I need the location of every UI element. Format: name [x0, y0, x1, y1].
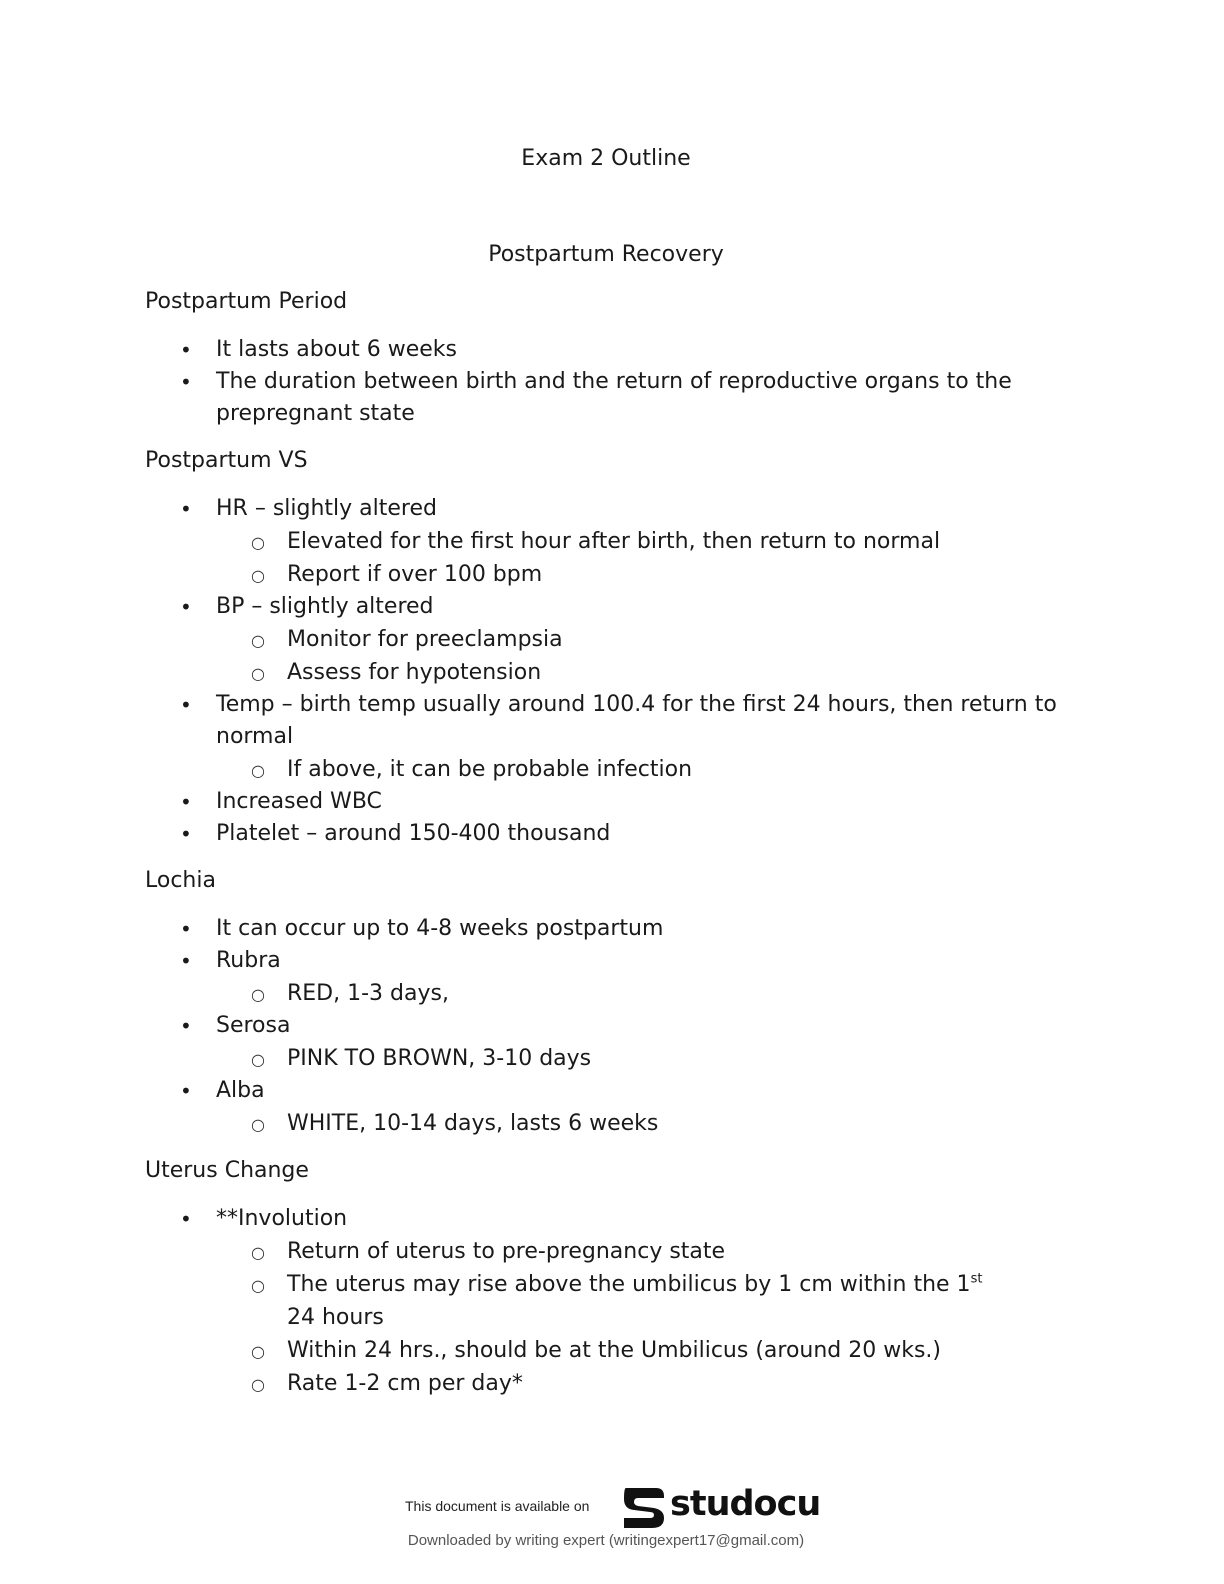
bullet-icon: • [180, 822, 192, 846]
sub-bullet-list [216, 977, 1065, 1010]
sub-bullet-text: PINK TO BROWN, 3-10 days [287, 1046, 592, 1071]
sub-bullet-list [216, 525, 1065, 591]
sub-bullet-text: If above, it can be probable infection [287, 757, 693, 782]
sub-bullet-text: Monitor for preeclampsia [287, 627, 563, 652]
bullet-item [145, 334, 1065, 366]
sub-bullet-list [216, 1042, 1065, 1075]
circle-bullet-icon: ○ [251, 1243, 265, 1262]
circle-bullet-icon: ○ [251, 761, 265, 780]
sub-bullet-text-continued: 24 hours [287, 1305, 384, 1330]
sub-bullet-text: Rate 1-2 cm per day* [287, 1371, 523, 1396]
bullet-text: Increased WBC [216, 789, 382, 814]
circle-bullet-icon: ○ [251, 566, 265, 585]
document-title: Exam 2 Outline [521, 146, 691, 171]
sub-bullet-item [145, 656, 1065, 689]
circle-bullet-icon: ○ [251, 533, 265, 552]
document-content [145, 286, 1065, 1415]
bullet-item [145, 493, 1065, 591]
bullet-icon: • [180, 790, 192, 814]
bullet-item [145, 913, 1065, 945]
circle-bullet-icon: ○ [251, 1115, 265, 1134]
sub-bullet-item [145, 558, 1065, 591]
bullet-icon: • [180, 1207, 192, 1231]
sub-bullet-text: Return of uterus to pre-pregnancy state [287, 1239, 726, 1264]
sub-bullet-list [216, 1107, 1065, 1140]
bullet-icon: • [180, 693, 192, 717]
studocu-brand[interactable]: studocu [670, 1484, 821, 1524]
bullet-text: HR – slightly altered [216, 496, 437, 521]
section-heading: Postpartum VS [145, 448, 308, 473]
bullet-item [145, 1075, 1065, 1140]
bullet-list [145, 1203, 1065, 1400]
bullet-item [145, 945, 1065, 1010]
sub-bullet-text: Report if over 100 bpm [287, 562, 543, 587]
bullet-text: Alba [216, 1078, 265, 1103]
circle-bullet-icon: ○ [251, 985, 265, 1004]
download-attribution: Downloaded by writing expert (writingexpert17@gmail.com) [407, 1532, 805, 1549]
sub-bullet-item [145, 1334, 1065, 1367]
footer-availability [0, 1484, 1224, 1530]
bullet-text: It can occur up to 4-8 weeks postpartum [216, 916, 664, 941]
circle-bullet-icon: ○ [251, 1050, 265, 1069]
circle-bullet-icon: ○ [251, 631, 265, 650]
sub-bullet-text: Within 24 hrs., should be at the Umbilicus (around 20 wks.) [287, 1338, 942, 1363]
sub-bullet-item [145, 1367, 1065, 1400]
bullet-list [145, 334, 1065, 430]
sub-bullet-list [216, 623, 1065, 689]
bullet-item [145, 1010, 1065, 1075]
bullet-list [145, 913, 1065, 1140]
bullet-text: Rubra [216, 948, 281, 973]
section-heading: Postpartum Period [145, 289, 348, 314]
sub-bullet-item [145, 753, 1065, 786]
bullet-text: **Involution [216, 1206, 348, 1231]
sub-bullet-text: Elevated for the first hour after birth, then return to normal [287, 529, 941, 554]
bullet-text: Temp – birth temp usually around 100.4 for the first 24 hours, then return to normal [216, 692, 1057, 749]
bullet-icon: • [180, 370, 192, 394]
bullet-icon: • [180, 1014, 192, 1038]
bullet-item [145, 786, 1065, 818]
document-subtitle: Postpartum Recovery [488, 242, 724, 267]
sub-bullet-text: The uterus may rise above the umbilicus by 1 cm within the 1 [287, 1272, 971, 1297]
section-heading: Lochia [145, 868, 216, 893]
sub-bullet-item [145, 1042, 1065, 1075]
circle-bullet-icon: ○ [251, 664, 265, 683]
studocu-logo-icon[interactable] [620, 1484, 668, 1530]
bullet-icon: • [180, 338, 192, 362]
bullet-icon: • [180, 1079, 192, 1103]
bullet-icon: • [180, 595, 192, 619]
bullet-icon: • [180, 917, 192, 941]
bullet-item [145, 591, 1065, 689]
sub-bullet-item [145, 1268, 1065, 1334]
availability-text: This document is available on [405, 1498, 590, 1514]
sub-bullet-text: RED, 1-3 days, [287, 981, 449, 1006]
bullet-item [145, 818, 1065, 850]
superscript: st [970, 1271, 983, 1287]
bullet-list [145, 493, 1065, 850]
sub-bullet-item [145, 1235, 1065, 1268]
circle-bullet-icon: ○ [251, 1375, 265, 1394]
bullet-text: Platelet – around 150-400 thousand [216, 821, 611, 846]
bullet-item [145, 689, 1065, 786]
sub-bullet-list [216, 1235, 1065, 1400]
section-heading: Uterus Change [145, 1158, 309, 1183]
bullet-icon: • [180, 497, 192, 521]
sub-bullet-item [145, 1107, 1065, 1140]
bullet-item [145, 366, 1065, 430]
bullet-text: The duration between birth and the return of reproductive organs to the prepregnant state [216, 369, 1012, 426]
sub-bullet-item [145, 623, 1065, 656]
sub-bullet-text: WHITE, 10-14 days, lasts 6 weeks [287, 1111, 659, 1136]
sub-bullet-item [145, 977, 1065, 1010]
sub-bullet-text: Assess for hypotension [287, 660, 542, 685]
sub-bullet-list [216, 753, 1065, 786]
bullet-text: Serosa [216, 1013, 291, 1038]
bullet-icon: • [180, 949, 192, 973]
circle-bullet-icon: ○ [251, 1342, 265, 1361]
bullet-text: BP – slightly altered [216, 594, 434, 619]
circle-bullet-icon: ○ [251, 1276, 265, 1295]
bullet-item [145, 1203, 1065, 1400]
sub-bullet-item [145, 525, 1065, 558]
bullet-text: It lasts about 6 weeks [216, 337, 457, 362]
